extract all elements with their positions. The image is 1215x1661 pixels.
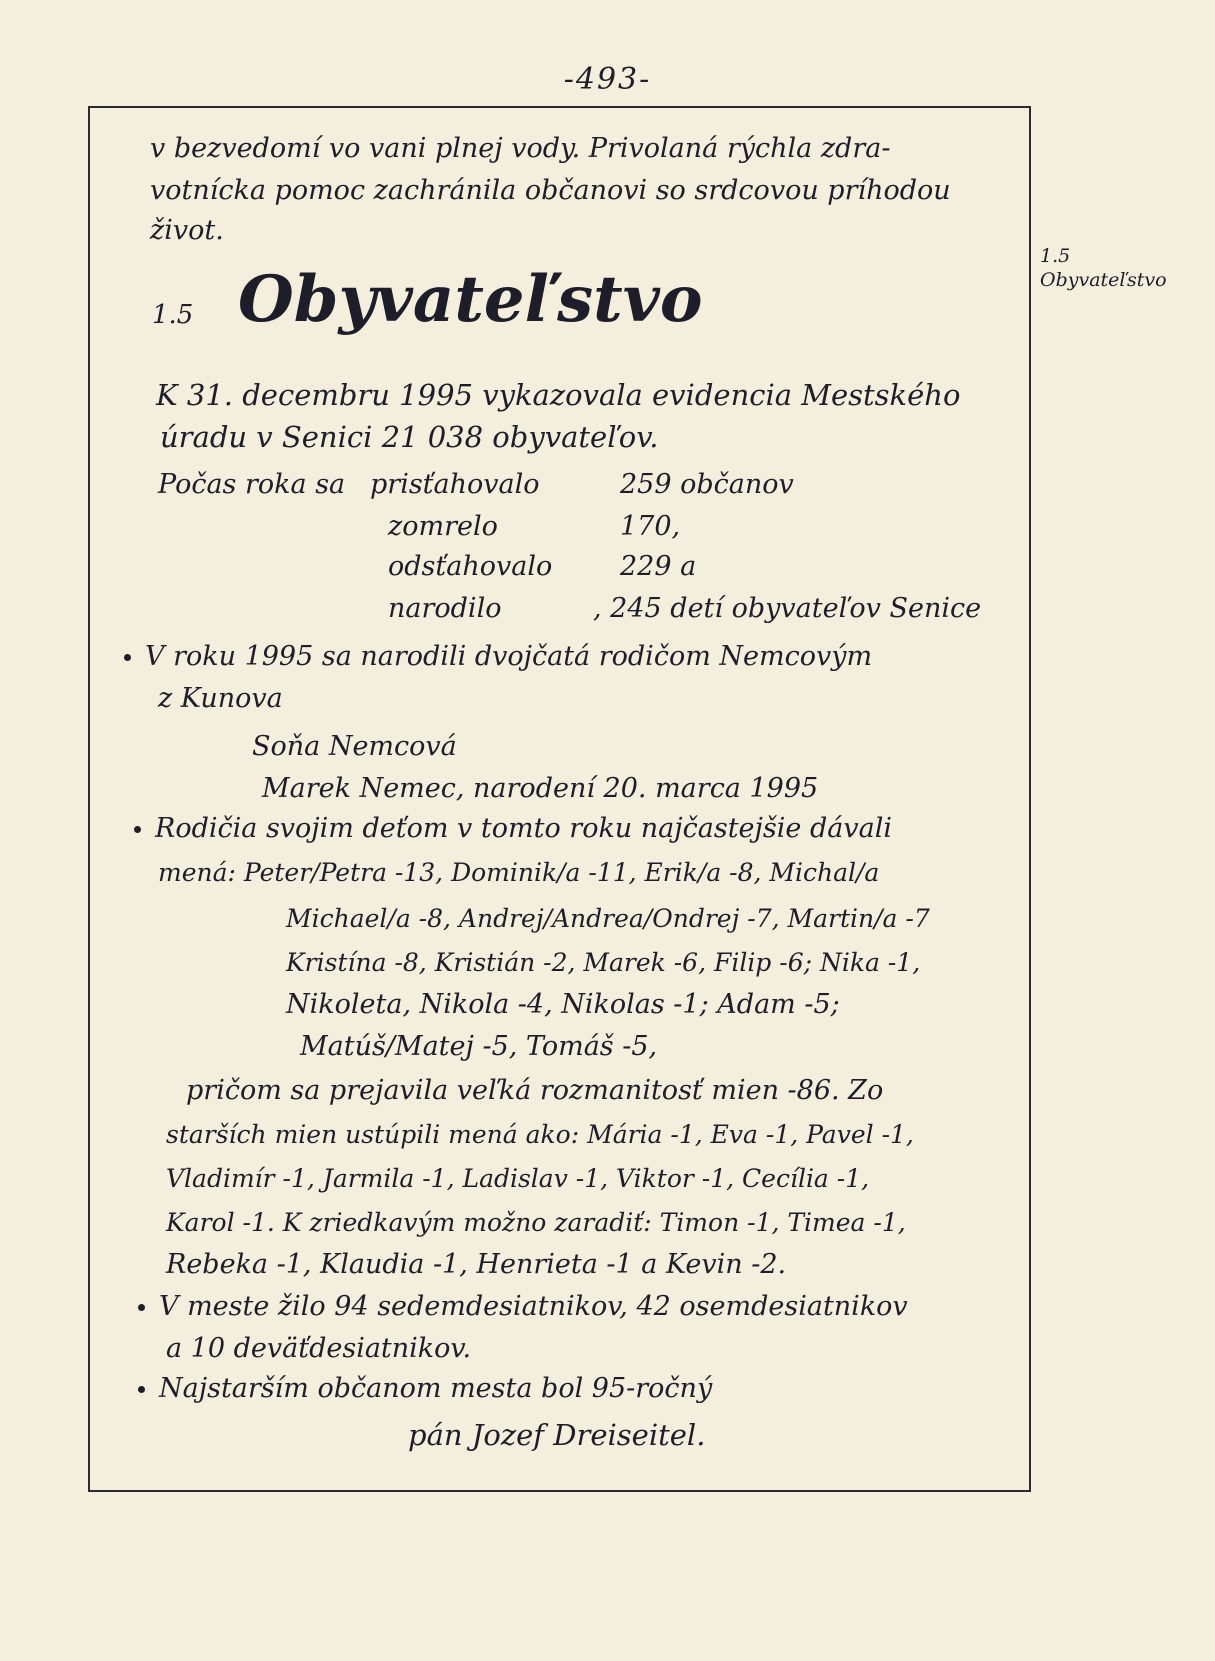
intro-line: votnícka pomoc zachránila občanovi so srdcovou príhodou [150, 175, 951, 206]
twins-name: Soňa Nemcová [252, 731, 457, 762]
stats-label: zomrelo [388, 511, 498, 542]
oldest-line: pán Jozef Dreiseitel. [408, 1418, 706, 1452]
bullet-line [138, 1372, 712, 1406]
intro-line: život. [150, 215, 224, 246]
intro-line: v bezvedomí vo vani plnej vody. Privolaná rýchla zdra- [150, 133, 891, 164]
stats-value: 259 občanov [620, 469, 794, 500]
names-line: Karol -1. K zriedkavým možno zaradiť: Timon -1, Timea -1, [166, 1208, 906, 1237]
margin-note-label: Obyvateľstvo [1040, 269, 1167, 291]
bullet-line [124, 640, 872, 674]
stats-label: odsťahovalo [388, 551, 553, 582]
names-line: Matúš/Matej -5, Tomáš -5, [300, 1031, 658, 1062]
names-line: pričom sa prejavila veľká rozmanitosť mien -86. Zo [186, 1075, 884, 1106]
age-line: V meste žilo 94 sedemdesiatnikov, 42 osemdesiatnikov [159, 1291, 908, 1322]
names-line: Nikoleta, Nikola -4, Nikolas -1; Adam -5; [286, 989, 840, 1020]
bullet-icon [138, 1386, 145, 1393]
names-line: Rodičia svojim deťom v tomto roku najčastejšie dávali [155, 813, 892, 844]
stats-value: , 245 detí obyvateľov Senice [593, 593, 982, 624]
stats-label: narodilo [388, 593, 502, 624]
margin-note-number: 1.5 [1040, 245, 1071, 267]
stats-value: 170, [620, 511, 681, 542]
twins-line: V roku 1995 sa narodili dvojčatá rodičom Nemcovým [145, 641, 873, 672]
section-number: 1.5 [152, 300, 194, 330]
names-line: Michael/a -8, Andrej/Andrea/Ondrej -7, Martin/a -7 [286, 904, 930, 933]
stats-value: 229 a [620, 551, 697, 582]
bullet-icon [134, 826, 141, 833]
twins-name: Marek Nemec, narodení 20. marca 1995 [262, 773, 819, 804]
names-line: Rebeka -1, Klaudia -1, Henrieta -1 a Kevin -2. [166, 1249, 787, 1280]
names-line: Kristína -8, Kristián -2, Marek -6, Filip -6; Nika -1, [286, 948, 921, 977]
names-line: mená: Peter/Petra -13, Dominik/a -11, Erik/a -8, Michal/a [158, 858, 880, 887]
section-title: Obyvateľstvo [238, 262, 703, 337]
page-number: -493- [563, 62, 652, 97]
bullet-icon [124, 654, 131, 661]
margin-note [1040, 244, 1200, 292]
paragraph-line: K 31. decembru 1995 vykazovala evidencia Mestského [156, 378, 961, 412]
twins-line: z Kunova [158, 683, 283, 714]
bullet-line [138, 1290, 908, 1324]
names-line: starších mien ustúpili mená ako: Mária -1, Eva -1, Pavel -1, [166, 1120, 914, 1149]
bullet-line [134, 812, 892, 846]
paragraph-line: úradu v Senici 21 038 obyvateľov. [160, 420, 659, 454]
bullet-icon [138, 1304, 145, 1311]
oldest-line: Najstarším občanom mesta bol 95-ročný [159, 1373, 713, 1404]
stats-lead: Počas roka sa [158, 469, 346, 500]
age-line: a 10 deväťdesiatnikov. [166, 1333, 472, 1364]
names-line: Vladimír -1, Jarmila -1, Ladislav -1, Viktor -1, Cecília -1, [166, 1164, 870, 1193]
stats-label: prisťahovalo [370, 469, 540, 500]
